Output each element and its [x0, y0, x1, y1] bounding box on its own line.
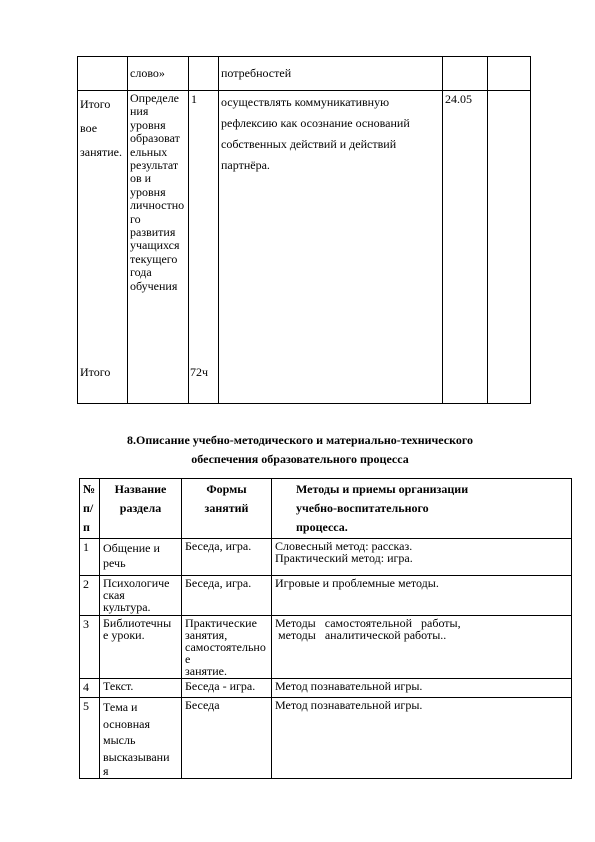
methods-table	[79, 478, 572, 779]
cell-line: ов и	[130, 171, 152, 186]
cell-line: занятие.	[185, 664, 227, 678]
cell-line: учащихся	[130, 238, 180, 253]
row-forms	[182, 576, 272, 616]
cell-line: основная	[103, 716, 150, 731]
cell-line: текущего	[130, 251, 178, 266]
header-line: п/п	[83, 501, 94, 534]
cell-line: Беседа, игра.	[185, 576, 252, 590]
cell-line: высказывани	[103, 749, 170, 764]
cell-line: результат	[130, 158, 179, 173]
row-methods	[272, 616, 572, 679]
row-number: 4	[80, 679, 100, 698]
heading-line: 8.Описание учебно-методического и материально-технического	[126, 433, 474, 447]
header-line: занятий	[204, 501, 249, 515]
cell-line: Беседа - игра.	[185, 679, 256, 693]
cell-line: Итого	[80, 97, 111, 111]
cell-line: осуществлять коммуникативную	[221, 95, 390, 109]
section-heading	[60, 431, 540, 469]
table-cell: потребностей	[219, 57, 443, 91]
table-cell	[78, 57, 128, 91]
cell-line: личностно	[130, 198, 185, 213]
cell-line: обучения	[130, 278, 178, 293]
table-cell	[189, 57, 219, 91]
cell-line: Практические	[185, 616, 257, 630]
cell-line: Беседа	[185, 698, 220, 712]
table-cell	[128, 91, 189, 404]
row-section	[100, 679, 182, 698]
header-cell-section	[100, 479, 182, 539]
header-line: Формы	[206, 482, 247, 496]
lesson-plan-table	[77, 56, 531, 404]
cell-line: развития	[130, 225, 176, 240]
cell-line: методы аналитической работы..	[275, 628, 447, 642]
row-number: 1	[80, 539, 100, 576]
cell-line: мысль	[103, 733, 136, 747]
header-line: Название	[114, 482, 167, 496]
cell-line: ская	[103, 588, 125, 602]
row-methods	[272, 698, 572, 779]
row-methods	[272, 679, 572, 698]
table-cell	[189, 91, 219, 404]
cell-line: ния	[130, 104, 149, 119]
row-methods	[272, 576, 572, 616]
cell-line: Метод познавательной игры.	[275, 698, 423, 712]
header-cell-number	[80, 479, 100, 539]
table-row	[80, 576, 572, 616]
total-label: Итого	[80, 365, 111, 379]
table-row	[80, 698, 572, 779]
table-row	[80, 539, 572, 576]
cell-line: Методы самостоятельной работы,	[275, 616, 461, 630]
cell-line: Библиотечны	[103, 616, 172, 630]
row-forms	[182, 539, 272, 576]
cell-line: образоват	[130, 131, 180, 146]
table-cell	[488, 57, 531, 91]
header-line: раздела	[119, 501, 162, 515]
cell-line: партнёра.	[221, 158, 270, 172]
cell-line: Определе	[130, 91, 180, 105]
cell-line: Общение и	[103, 541, 160, 555]
row-number: 2	[80, 576, 100, 616]
header-line: Методы и приемы организации	[296, 482, 469, 496]
cell-line: е	[185, 652, 191, 666]
cell-line: е уроки.	[103, 628, 145, 642]
cell-line: вое	[80, 121, 98, 135]
cell-line: Психологиче	[103, 576, 170, 590]
header-line: учебно-воспитательного	[296, 501, 429, 515]
table-cell	[488, 91, 531, 404]
cell-line: Игровые и проблемные методы.	[275, 576, 439, 590]
table-header-row	[80, 479, 572, 539]
header-cell-methods	[272, 479, 572, 539]
heading-line: обеспечения образовательного процесса	[191, 452, 409, 466]
header-cell-forms	[182, 479, 272, 539]
header-line: процесса.	[296, 520, 348, 534]
table-cell	[219, 91, 443, 404]
row-section	[100, 616, 182, 679]
cell-line: рефлексию как осознание оснований	[221, 116, 410, 130]
cell-line: года	[130, 265, 152, 280]
cell-line: Беседа, игра.	[185, 539, 252, 553]
cell-line: занятия,	[185, 628, 228, 642]
row-section	[100, 539, 182, 576]
table-cell: слово»	[128, 57, 189, 91]
table-row	[78, 91, 531, 404]
cell-line: Текст.	[103, 679, 134, 693]
row-forms	[182, 698, 272, 779]
hours-value: 1	[191, 92, 197, 106]
total-hours: 72ч	[190, 365, 209, 379]
row-forms	[182, 679, 272, 698]
cell-line: Словесный метод: рассказ.	[275, 539, 413, 553]
cell-line: культура.	[103, 600, 151, 614]
cell-line: Практический метод: игра.	[275, 551, 413, 565]
table-row	[78, 57, 531, 91]
cell-line: собственных действий и действий	[221, 137, 397, 151]
cell-line: занятие.	[80, 145, 122, 159]
row-forms	[182, 616, 272, 679]
cell-line: ельных	[130, 144, 168, 159]
cell-line: Метод познавательной игры.	[275, 679, 423, 693]
cell-line: Тема и	[103, 700, 138, 714]
cell-line: самостоятельно	[185, 640, 266, 654]
cell-line: уровня	[130, 117, 166, 132]
header-line: №	[83, 482, 96, 496]
cell-line: я	[103, 764, 109, 778]
row-section	[100, 698, 182, 779]
row-methods	[272, 539, 572, 576]
row-section	[100, 576, 182, 616]
table-row	[80, 679, 572, 698]
cell-line: речь	[103, 555, 126, 570]
cell-line: го	[130, 211, 141, 226]
cell-line: уровня	[130, 184, 166, 199]
row-number: 5	[80, 698, 100, 779]
table-cell: 24.05	[443, 91, 488, 404]
table-cell	[443, 57, 488, 91]
table-row	[80, 616, 572, 679]
table-cell	[78, 91, 128, 404]
row-number: 3	[80, 616, 100, 679]
